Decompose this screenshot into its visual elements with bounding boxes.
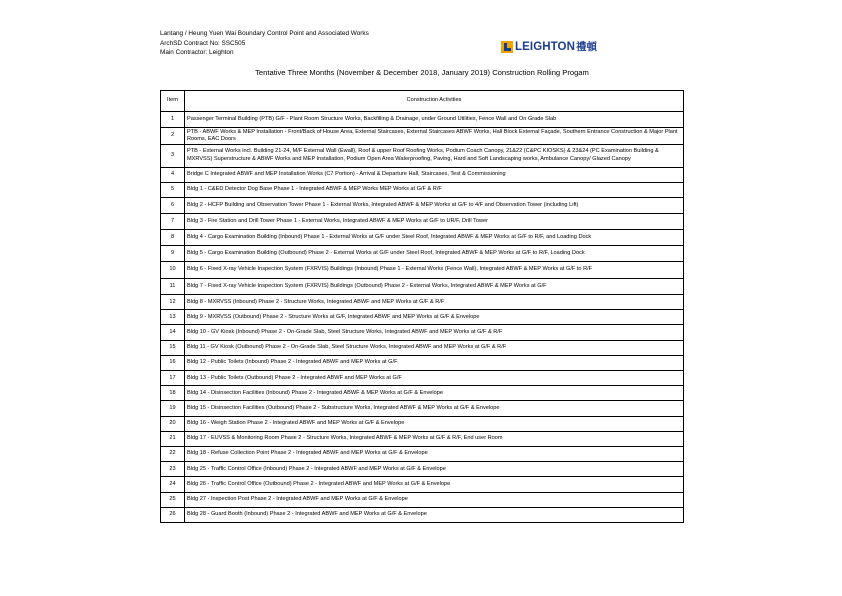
activity-description: Bldg 17 - EUVSS & Monitoring Room Phase 2 - Structure Works, Integrated ABWF & MEP Works at G/F & R/F, End user Room (185, 431, 684, 446)
table-row (161, 416, 684, 431)
table-row (161, 492, 684, 507)
table-row (161, 310, 684, 325)
activity-description: Bldg 15 - Disinsection Facilities (Outbound) Phase 2 - Substructure Works, Integrated ABWF & MEP Works at G/F & Envelope (185, 401, 684, 416)
activity-description: Bridge C Integrated ABWF and MEP Installation Works (C7 Portion) - Arrival & Departure Hall, Staircases, Test & Commissioning (185, 167, 684, 182)
activity-description: Bldg 26 - Traffic Control Office (Outbound) Phase 2 - Integrated ABWF and MEP Works at G/F & Envelope (185, 477, 684, 492)
item-number: 16 (161, 355, 185, 370)
item-number: 1 (161, 112, 185, 128)
leighton-logo-mark-icon (501, 41, 513, 53)
leighton-logo (501, 39, 597, 54)
column-header-activities: Construction Activities (185, 91, 684, 112)
item-number: 22 (161, 446, 185, 461)
table-body (161, 112, 684, 523)
activity-description: Bldg 1 - C&ED Detector Dog Base Phase 1 - Integrated ABWF & MEP Works MEP Works at G/F & R/F (185, 182, 684, 197)
item-number: 11 (161, 278, 185, 294)
table-row (161, 167, 684, 182)
activity-description: Bldg 13 - Public Toilets (Outbound) Phase 2 - Integrated ABWF and MEP Works at G/F (185, 371, 684, 386)
table-row (161, 325, 684, 340)
contract-number: ArchSD Contract No: SSC505 (160, 39, 246, 47)
activity-description: Bldg 14 - Disinsection Facilities (Inbound) Phase 2 - Integrated ABWF & MEP Works at G/F & Envelope (185, 386, 684, 401)
activity-description: Bldg 12 - Public Toilets (Inbound) Phase 2 - Integrated ABWF and MEP Works at G/F (185, 355, 684, 370)
table-row (161, 229, 684, 245)
table-row (161, 386, 684, 401)
logo-text: LEIGHTON (515, 40, 576, 53)
item-number: 9 (161, 245, 185, 261)
table-row (161, 295, 684, 310)
table-row (161, 128, 684, 144)
construction-activities-table (160, 90, 684, 523)
table-row (161, 144, 684, 167)
table-row (161, 477, 684, 492)
item-number: 2 (161, 128, 185, 144)
activity-description: Bldg 28 - Guard Booth (Inbound) Phase 2 - Integrated ABWF and MEP Works at G/F & Envelope (185, 507, 684, 522)
activity-description: Bldg 6 - Fixed X-ray Vehicle Inspection System (FXRVIS) Buildings (Inbound) Phase 1 - External Works (Fence Wall), Integrated ABWF & MEP Works at G/F to R/F (185, 262, 684, 278)
item-number: 18 (161, 386, 185, 401)
column-header-item: Item (161, 91, 185, 112)
table-row (161, 245, 684, 261)
project-header (160, 29, 369, 58)
item-number: 21 (161, 431, 185, 446)
activity-description: Bldg 9 - MXRVSS (Outbound) Phase 2 - Structure Works at G/F, Integrated ABWF and MEP Works at G/F & Envelope (185, 310, 684, 325)
logo-chinese-text: 禮頓 (576, 41, 598, 53)
item-number: 10 (161, 262, 185, 278)
table-row (161, 112, 684, 128)
table-row (161, 401, 684, 416)
table-row (161, 507, 684, 522)
activity-description: Bldg 27 - Inspection Post Phase 2 - Integrated ABWF and MEP Works at G/F & Envelope (185, 492, 684, 507)
activity-description: Bldg 4 - Cargo Examination Building (Inbound) Phase 1 - External Works at G/F under Steel Roof, Integrated ABWF & MEP Works at G/F to R/F, and Loading Dock (185, 229, 684, 245)
activity-description: Bldg 8 - MXRVSS (Inbound) Phase 2 - Structure Works, Integrated ABWF and MEP Works at G/F & R/F (185, 295, 684, 310)
table-row (161, 431, 684, 446)
project-name: Lantang / Heung Yuen Wai Boundary Control Point and Associated Works (160, 30, 369, 37)
item-number: 19 (161, 401, 185, 416)
table-row (161, 446, 684, 461)
table-row (161, 355, 684, 370)
item-number: 7 (161, 214, 185, 229)
activity-description: Bldg 7 - Fixed X-ray Vehicle Inspection System (FXRVIS) Buildings (Outbound) Phase 2 - External Works, Integrated ABWF & MEP Works at G/F (185, 278, 684, 294)
table-row (161, 371, 684, 386)
item-number: 26 (161, 507, 185, 522)
item-number: 5 (161, 182, 185, 197)
activity-description: Passenger Terminal Building (PTB) G/F - Plant Room Structure Works, Backfilling & Drainage, under Ground Utilities, Fence Wall and On Grade Slab (185, 112, 684, 128)
activity-description: PTB - ABWF Works & MEP Installation - Front/Back of House Area, External Staircases, External Staircases ABWF Works, Hall Block External Façade, Southern Entrance Construction & Major Plant Rooms, EAC Doors (185, 128, 684, 144)
table-row (161, 278, 684, 294)
item-number: 23 (161, 462, 185, 477)
activity-description: Bldg 11 - GV Kiosk (Outbound) Phase 2 - On-Grade Slab, Steel Structure Works, Integrated ABWF and MEP Works at G/F & R/F (185, 340, 684, 355)
item-number: 8 (161, 229, 185, 245)
activity-description: Bldg 25 - Traffic Control Office (Inbound) Phase 2 - Integrated ABWF and MEP Works at G/F & Envelope (185, 462, 684, 477)
item-number: 3 (161, 144, 185, 167)
item-number: 13 (161, 310, 185, 325)
activity-description: Bldg 16 - Weigh Station Phase 2 - Integrated ABWF and MEP Works at G/F & Envelope (185, 416, 684, 431)
table-row (161, 182, 684, 197)
activity-description: Bldg 5 - Cargo Examination Building (Outbound) Phase 2 - External Works at G/F under Steel Roof, Integrated ABWF & MEP Works at G/F to R/F, Loading Dock (185, 245, 684, 261)
table-row (161, 197, 684, 213)
table-row (161, 462, 684, 477)
table-row (161, 262, 684, 278)
item-number: 6 (161, 197, 185, 213)
activity-description: Bldg 2 - HCFP Building and Observation Tower Phase 1 - External Works, Integrated ABWF & MEP Works at G/F to 4/F and Observation Tower (including Lift) (185, 197, 684, 213)
item-number: 4 (161, 167, 185, 182)
document-title: Tentative Three Months (November & December 2018, January 2019) Construction Rolling Progam (255, 68, 589, 77)
item-number: 15 (161, 340, 185, 355)
activity-description: Bldg 18 - Refuse Collection Point Phase 2 - Integrated ABWF and MEP Works at G/F & Envelope (185, 446, 684, 461)
item-number: 25 (161, 492, 185, 507)
table-row (161, 214, 684, 229)
item-number: 20 (161, 416, 185, 431)
item-number: 12 (161, 295, 185, 310)
table-header-row (161, 91, 684, 112)
item-number: 14 (161, 325, 185, 340)
activity-description: PTB - External Works incl. Building 21-24, M/F External Wall (Ewall), Roof & upper Roof Roofing Works, Podium Coach Canopy, 21&22 (C&PC KIOSKS) & 23&24 (PC Examination Building & MXRVSS) Superstructure & ABWF Works and MEP Installation, Podium Open Area Waterproofing, Paving, Hard and Soft Landscaping works, Ambulance Canopy/ Glazed Canopy (185, 144, 684, 167)
item-number: 24 (161, 477, 185, 492)
main-contractor: Main Contractor: Leighton (160, 49, 234, 57)
activity-description: Bldg 10 - GV Kiosk (Inbound) Phase 2 - On-Grade Slab, Steel Structure Works, Integrated ABWF and MEP Works at G/F & R/F (185, 325, 684, 340)
table-row (161, 340, 684, 355)
item-number: 17 (161, 371, 185, 386)
activity-description: Bldg 3 - Fire Station and Drill Tower Phase 1 - External Works, Integrated ABWF & MEP Works at G/F to UR/F, Drill Tower (185, 214, 684, 229)
